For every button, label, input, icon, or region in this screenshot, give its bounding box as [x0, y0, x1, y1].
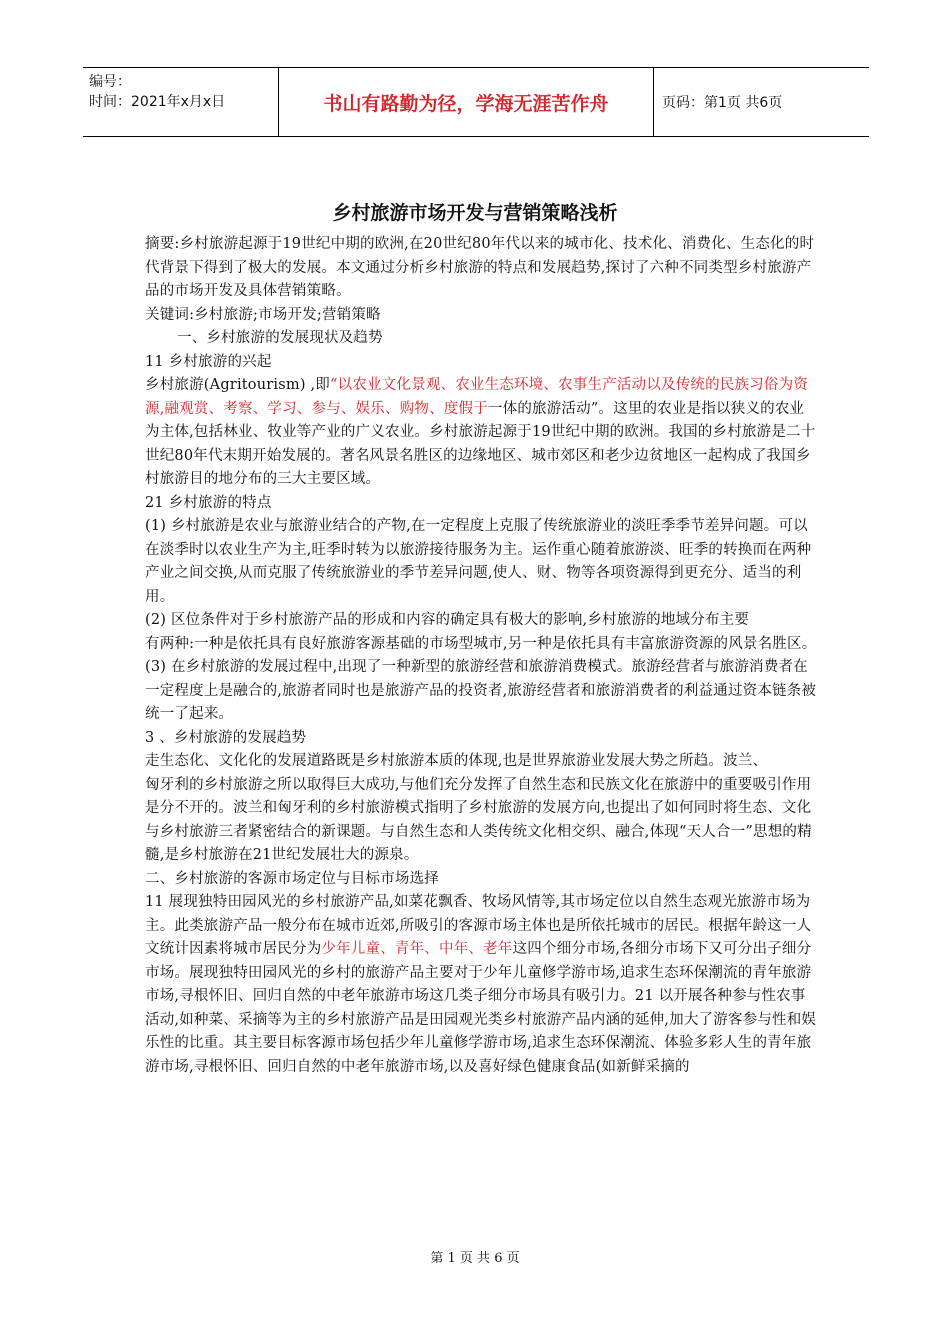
market-lead: 11 展现独特田园风光的乡村旅游产品,如菜花飘香、牧场风情等,其市场定位以自然生态观光旅游市场为主。此类旅游产品一般分布在城市近郊,所吸引的客源市场主体也是所依托城市的居民。根据年龄这一人文统计因素将城市居民分为 [145, 894, 812, 957]
feature-paragraph-2: (2) 区位条件对于乡村旅游产品的形成和内容的确定具有极大的影响,乡村旅游的地域分布主要 [145, 612, 750, 628]
market-paragraph [145, 891, 817, 1079]
document-date-label: 时间：2021年x月x日 [89, 94, 226, 110]
document-title: 乡村旅游市场开发与营销策略浅析 [332, 202, 618, 224]
feature-paragraph-1: (1) 乡村旅游是农业与旅游业结合的产物,在一定程度上克服了传统旅游业的淡旺季季节差异问题。可以在淡季时以农业生产为主,旺季时转为以旅游接待服务为主。运作重心随着旅游淡、旺季的转换而在两种产业之间交换,从而克服了传统旅游业的季节差异问题,使人、财、物等各项资源得到更充分、适当的利用。 [145, 518, 812, 605]
section-heading-1: 一、乡村旅游的发展现状及趋势 [177, 330, 383, 346]
definition-rest: 一体的旅游活动”。这里的农业是指以狭义的农业为主体,包括林业、牧业等产业的广义农业。乡村旅游起源于19世纪中期的欧洲。我国的乡村旅游是二十世纪80年代末期开始发展的。著名风景名胜区的边缘地区、城市郊区和老少边贫地区一起构成了我国乡村旅游目的地分布的三大主要区域。 [145, 400, 816, 487]
trend-paragraph-1: 走生态化、文化化的发展道路既是乡村旅游本质的体现,也是世界旅游业发展大势之所趋。波兰、 [145, 753, 768, 769]
market-rest: 这四个细分市场,各细分市场下又可分出子细分市场。展现独特田园风光的乡村的旅游产品主要对于少年儿童修学游市场,追求生态环保潮流的青年旅游市场,寻根怀旧、回归自然的中老年旅游市场这几类子细分市场具有吸引力。21 以开展各种参与性农事活动,如种菜、采摘等为主的乡村旅游产品是田园观光类乡村旅游产品内涵的延伸,加大了游客参与性和娱乐性的比重。其主要目标客源市场包括少年儿童修学游市场,追求生态环保潮流、体验多彩人生的青年旅游市场,寻根怀旧、回归自然的中老年旅游市场,以及喜好绿色健康食品(如新鲜采摘的 [145, 941, 817, 1075]
abstract-paragraph: 摘要:乡村旅游起源于19世纪中期的欧洲,在20世纪80年代以来的城市化、技术化、消费化、生态化的时代背景下得到了极大的发展。本文通过分析乡村旅游的特点和发展趋势,探讨了六种不同类型乡村旅游产品的市场开发及具体营销策略。 [145, 236, 815, 299]
definition-lead: 乡村旅游(Agritourism) ,即 [145, 377, 331, 393]
trend-paragraph-2: 匈牙利的乡村旅游之所以取得巨大成功,与他们充分发挥了自然生态和民族文化在旅游中的重要吸引作用是分不开的。波兰和匈牙利的乡村旅游模式指明了乡村旅游的发展方向,也提出了如何同时将生态、文化与乡村旅游三者紧密结合的新课题。与自然生态和人类传统文化相交织、融合,体现“天人合一”思想的精髓,是乡村旅游在21世纪发展壮大的源泉。 [145, 776, 812, 863]
header-page-number: 页码：第1页 共6页 [662, 95, 783, 111]
market-highlight: 少年儿童、青年、中年、老年 [321, 941, 513, 957]
feature-paragraph-2-continued: 有两种:一种是依托具有良好旅游客源基础的市场型城市,另一种是依托具有丰富旅游资源的风景名胜区。 [145, 635, 817, 652]
definition-paragraph [145, 374, 817, 492]
document-number-label: 编号： [89, 74, 131, 90]
page-footer: 第 1 页 共 6 页 [430, 1251, 520, 1266]
keywords-line: 关键词:乡村旅游;市场开发;营销策略 [145, 306, 381, 323]
section-heading-2: 二、乡村旅游的客源市场定位与目标市场选择 [145, 870, 439, 887]
page-header [83, 67, 869, 137]
header-motto: 书山有路勤为径，学海无涯苦作舟 [279, 68, 654, 136]
document-body [145, 233, 817, 1079]
subsection-heading-1-3: 3 、乡村旅游的发展趋势 [145, 729, 307, 746]
definition-highlight: “以农业文化景观、农业生态环境、农事生产活动以及传统的民族习俗为资源,融观赏、考察、学习、参与、娱乐、购物、度假于 [145, 377, 809, 417]
header-info-cell [83, 68, 279, 136]
feature-paragraph-3: (3) 在乡村旅游的发展过程中,出现了一种新型的旅游经营和旅游消费模式。旅游经营者与旅游消费者在一定程度上是融合的,旅游者同时也是旅游产品的投资者,旅游经营者和旅游消费者的利益通过资本链条被统一了起来。 [145, 659, 817, 722]
subsection-heading-1-2: 21 乡村旅游的特点 [145, 494, 272, 511]
subsection-heading-1-1: 11 乡村旅游的兴起 [145, 353, 272, 370]
